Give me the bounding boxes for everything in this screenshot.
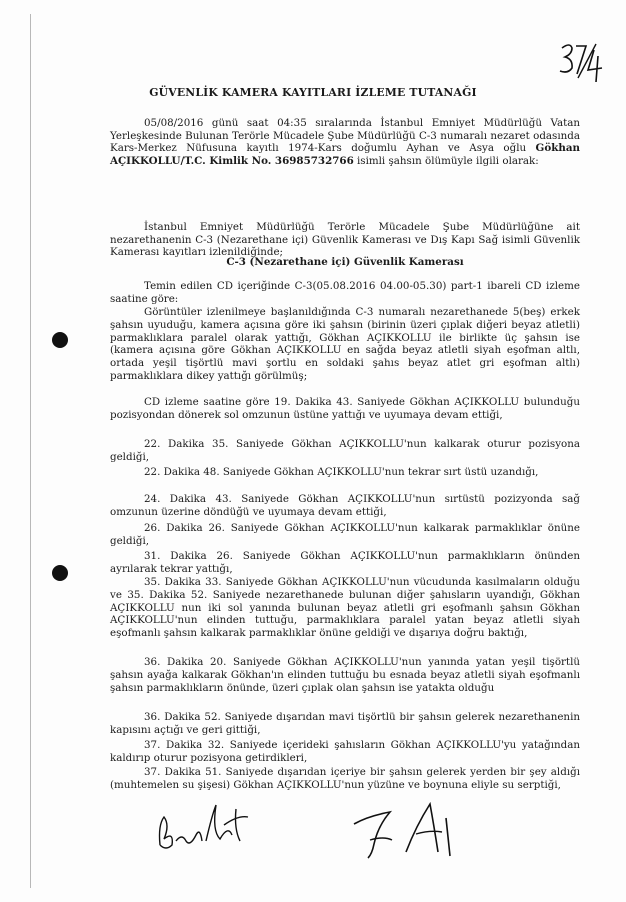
section-title: C-3 (Nezarethane içi) Güvenlik Kamerası — [226, 256, 464, 268]
scan-edge-line — [30, 14, 31, 888]
paragraph-2 — [110, 386, 580, 432]
second-paragraph-text: İstanbul Emniyet Müdürlüğü Terörle Mücadele Şube Müdürlüğüne ait nezarethanenin C-3 (Nezarethane içi) Güvenlik Kamerası ve Dış Kapı Sağ isimli Güvenlik Kamerası kayıtları izlenildiğinde; — [110, 221, 580, 259]
intro-paragraph — [110, 117, 580, 168]
paragraph-text: 26. Dakika 26. Saniyede Gökhan AÇIKKOLLU'nun kalkarak parmaklıklar önüne geldiği, — [110, 522, 580, 547]
signature-left — [150, 795, 260, 857]
intro-text-part2: isimli şahsın ölümüyle ilgili olarak: — [353, 155, 539, 168]
document-title: GÜVENLİK KAMERA KAYITLARI İZLEME TUTANAĞI — [149, 86, 477, 99]
paragraph-text: 37. Dakika 51. Saniyede dışarıdan içeriye bir şahsın gelerek yerden bir şey aldığı (muhtemelen su şişesi) Gökhan AÇIKKOLLU'nun yüzüne ve boynuna eliyle su serptiği, — [110, 766, 580, 791]
paragraph-9 — [110, 646, 580, 705]
paragraph-text: 24. Dakika 43. Saniyede Gökhan AÇIKKOLLU'nun sırtüstü pozizyonda sağ omzunun üzerine döndüğü ve uyumaya devam ettiği, — [110, 493, 580, 518]
paragraph-text: 31. Dakika 26. Saniyede Gökhan AÇIKKOLLU'nun parmaklıkların önünden ayrılarak tekrar yattığı, — [110, 550, 580, 575]
paragraph-text: 22. Dakika 35. Saniyede Gökhan AÇIKKOLLU'nun kalkarak oturur pozisyona geldiği, — [110, 438, 580, 463]
paragraph-text: CD izleme saatine göre 19. Dakika 43. Saniyede Gökhan AÇIKKOLLU bulunduğu pozisyondan dönerek sol omzunun üstüne yattığı ve uyumaya devam ettiği, — [110, 396, 580, 421]
punch-hole-top — [52, 332, 68, 348]
paragraph-text: 22. Dakika 48. Saniyede Gökhan AÇIKKOLLU'nun tekrar sırt üstü uzandığı, — [144, 466, 539, 479]
paragraph-8 — [110, 566, 580, 650]
paragraph-text: 36. Dakika 52. Saniyede dışarıdan mavi tişörtlü bir şahsın gelerek nezarethanenin kapısını açtığı ve geri gittiği, — [110, 711, 580, 736]
punch-hole-bottom — [52, 565, 68, 581]
paragraph-text: 36. Dakika 20. Saniyede Gökhan AÇIKKOLLU'nun yanında yatan yeşil tişörtlü şahsın ayağa kalkarak Gökhan'ın elinden tuttuğu bu esnada beyaz atletli siyah eşofmanlı şahsın parmaklıkların önünde, üzeri çıplak olan şahsın ise yatakta olduğu — [110, 656, 580, 694]
second-paragraph — [110, 221, 580, 259]
signature-right — [350, 796, 468, 860]
intro-text-part1: 05/08/2016 günü saat 04:35 sıralarında İstanbul Emniyet Müdürlüğü Vatan Yerleşkesinde Bulunan Terörle Mücadele Şube Müdürlüğü C-3 numaralı nezaret odasında Kars-Merkez Nüfusuna kayıtlı 1974-Kars doğumlu Ayhan ve Asya oğlu — [110, 117, 580, 155]
handwritten-page-number — [556, 40, 606, 84]
paragraph-1 — [110, 296, 580, 393]
paragraph-text: 35. Dakika 33. Saniyede Gökhan AÇIKKOLLU'nun vücudunda kasılmaların olduğu ve 35. Dakika 52. Saniyede nezarethanede bulunan diğer şahısların uyandığı, Gökhan AÇIKKOLLU nun iki sol yanında bulunan beyaz atletli gri eşofmanlı şahsın Gökhan AÇIKKOLLU'nun elinden tuttuğu, parmaklıklara paralel yatan beyaz atletli siyah eşofmanlı şahsın kalkarak parmaklıklar önüne geldiği ve dışarıya doğru baktığı, — [110, 576, 580, 640]
paragraph-text: Temin edilen CD içeriğinde C-3(05.08.2016 04.00-05.30) part-1 ibareli CD izleme saatine göre: — [110, 280, 580, 305]
paragraph-text: Görüntüler izlenilmeye başlanıldığında C-3 numaralı nezarethanede 5(beş) erkek şahsın uyuduğu, kamera açısına göre iki şahsın (birinin üzeri çıplak diğeri beyaz atletli) parmaklıklara paralel olarak yattığı, Gökhan AÇIKKOLLU ile birlikte üç şahsın ise (kamera açısına göre Gökhan AÇIKKOLLU en sağda beyaz atletli siyah eşofman altlı, ortada yeşil tişörtlü mavi şortlu en soldaki şahıs beyaz atlet gri eşofman altlı) parmaklıklara dikey yattığı görülmüş; — [110, 306, 580, 382]
intro-text-bold: Gökhan AÇIKKOLLU/T.C. Kimlik No. 36985732766 — [110, 142, 580, 168]
paragraph-text: 37. Dakika 32. Saniyede içerideki şahısların Gökhan AÇIKKOLLU'yu yatağından kaldırıp oturur pozisyona getirdikleri, — [110, 739, 580, 764]
